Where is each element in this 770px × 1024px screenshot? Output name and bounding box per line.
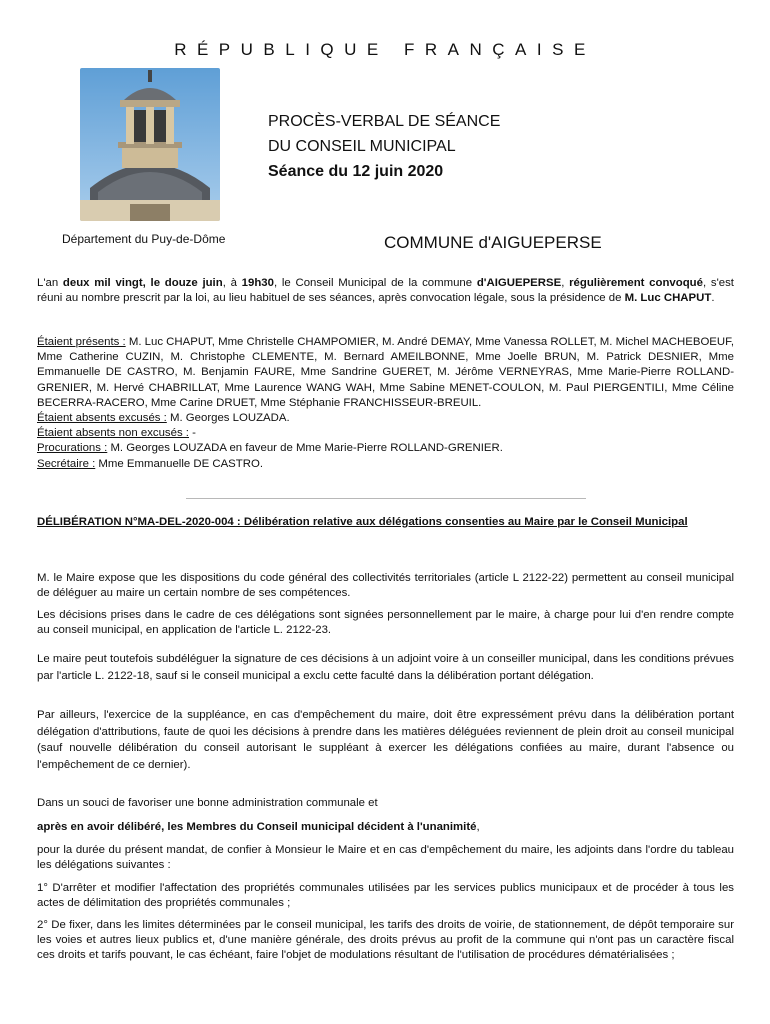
present-members: Étaient présents : M. Luc CHAPUT, Mme Christelle CHAMPOMIER, M. André DEMAY, Mme Vanessa ROLLET, M. Michel MACHEBOEUF, Mme Catherine CUZIN, M. Christophe CLEMENTE, M. Bernard AMEILBONNE, Mme Joelle BRUN, M. Patrick DESNIER, Mme Emmanuelle DE CASTRO, M. Benjamin FAURE, Mme Sandrine GUERET, M. Jérôme VERNEYRAS, Mme Marie-Pierre ROLLAND-GRENIER, M. Hervé CHABRILLAT, Mme Laurence WANG WAH, Mme Sabine MENET-COULON, M. Paul PIERGENTILI, Mme Céline BECERRA-RACERO, Mme Carine DRUET, Mme Stéphanie FRANCHISSEUR-BREUIL. <box>37 336 734 409</box>
deliberation-paragraph-4: Par ailleurs, l'exercice de la suppléance, en cas d'empêchement du maire, doit être expressément prévu dans la délibération portant délégation d'attributions, faute de quoi les décisions à prendre dans les matières déléguées reviennent de plein droit au conseil municipal (sauf nouvelle délibération du conseil autorisant le suppléant à exercer les délégations confiées au maire, durant l'absence ou l'empêchement de ce dernier). <box>37 709 734 771</box>
deliberation-paragraph-5: Dans un souci de favoriser une bonne administration communale et <box>37 797 378 809</box>
proxies: Procurations : M. Georges LOUZADA en faveur de Mme Marie-Pierre ROLLAND-GRENIER. <box>37 442 503 455</box>
intro-paragraph: L'an deux mil vingt, le douze juin, à 19h30, le Conseil Municipal de la commune d'AIGUEPERSE, régulièrement convoqué, s'est réuni au nombre prescrit par la loi, au lieu habituel de ses séances, après convocation légale, sous la présidence de M. Luc CHAPUT. <box>37 277 734 305</box>
minutes-title-line1: PROCÈS-VERBAL DE SÉANCE <box>268 113 501 130</box>
deliberation-paragraph-2: Les décisions prises dans le cadre de ces délégations sont signées personnellement par le maire, à charge pour lui d'en rendre compte au conseil municipal, en application de l'article L. 2122-23. <box>37 609 734 637</box>
town-hall-bell-tower-photo <box>80 68 220 221</box>
minutes-title-line2: DU CONSEIL MUNICIPAL <box>268 138 456 155</box>
deliberation-heading: DÉLIBÉRATION N°MA-DEL-2020-004 : Délibération relative aux délégations consenties au Maire par le Conseil Municipal <box>37 516 688 528</box>
republic-header: RÉPUBLIQUE FRANÇAISE <box>174 40 596 59</box>
deliberation-paragraph-7: pour la durée du présent mandat, de confier à Monsieur le Maire et en cas d'empêchement du maire, les adjoints dans l'ordre du tableau les délégations suivantes : <box>37 844 734 872</box>
delegation-item-1: 1° D'arrêter et modifier l'affectation des propriétés communales utilisées par les services publics municipaux et de procéder à tous les actes de délimitation des propriétés communales ; <box>37 882 734 910</box>
secretary: Secrétaire : Mme Emmanuelle DE CASTRO. <box>37 457 263 470</box>
department-label: Département du Puy-de-Dôme <box>62 232 226 246</box>
commune-name: COMMUNE d'AIGUEPERSE <box>384 233 602 252</box>
attendance-block <box>37 335 734 472</box>
decision-statement: après en avoir délibéré, les Membres du Conseil municipal décident à l'unanimité, <box>37 821 480 833</box>
delegation-item-2: 2° De fixer, dans les limites déterminées par le conseil municipal, les tarifs des droits de voirie, de stationnement, de dépôt temporaire sur les voies et autres lieux publics et, d'une manière générale, des droits prévus au profit de la commune qui n'ont pas un caractère fiscal ces droits et tarifs pouvant, le cas échéant, faire l'objet de modulations résultant de l'utilisation de procédures dématérialisées ; <box>37 919 734 962</box>
unexcused-absent: Étaient absents non excusés : - <box>37 427 196 440</box>
section-divider <box>186 498 586 499</box>
deliberation-paragraph-1: M. le Maire expose que les dispositions du code général des collectivités territoriales (article L 2122-22) permettent au conseil municipal de déléguer au maire un certain nombre de ses compétences. <box>37 572 734 600</box>
excused-absent: Étaient absents excusés : M. Georges LOUZADA. <box>37 412 290 425</box>
session-date: Séance du 12 juin 2020 <box>268 163 444 180</box>
deliberation-paragraph-3: Le maire peut toutefois subdéléguer la signature de ces décisions à un adjoint voire à un conseiller municipal, dans les conditions prévues par l'article L. 2122-18, sauf si le conseil municipal a exclu cette faculté dans la délibération portant délégation. <box>37 653 734 682</box>
